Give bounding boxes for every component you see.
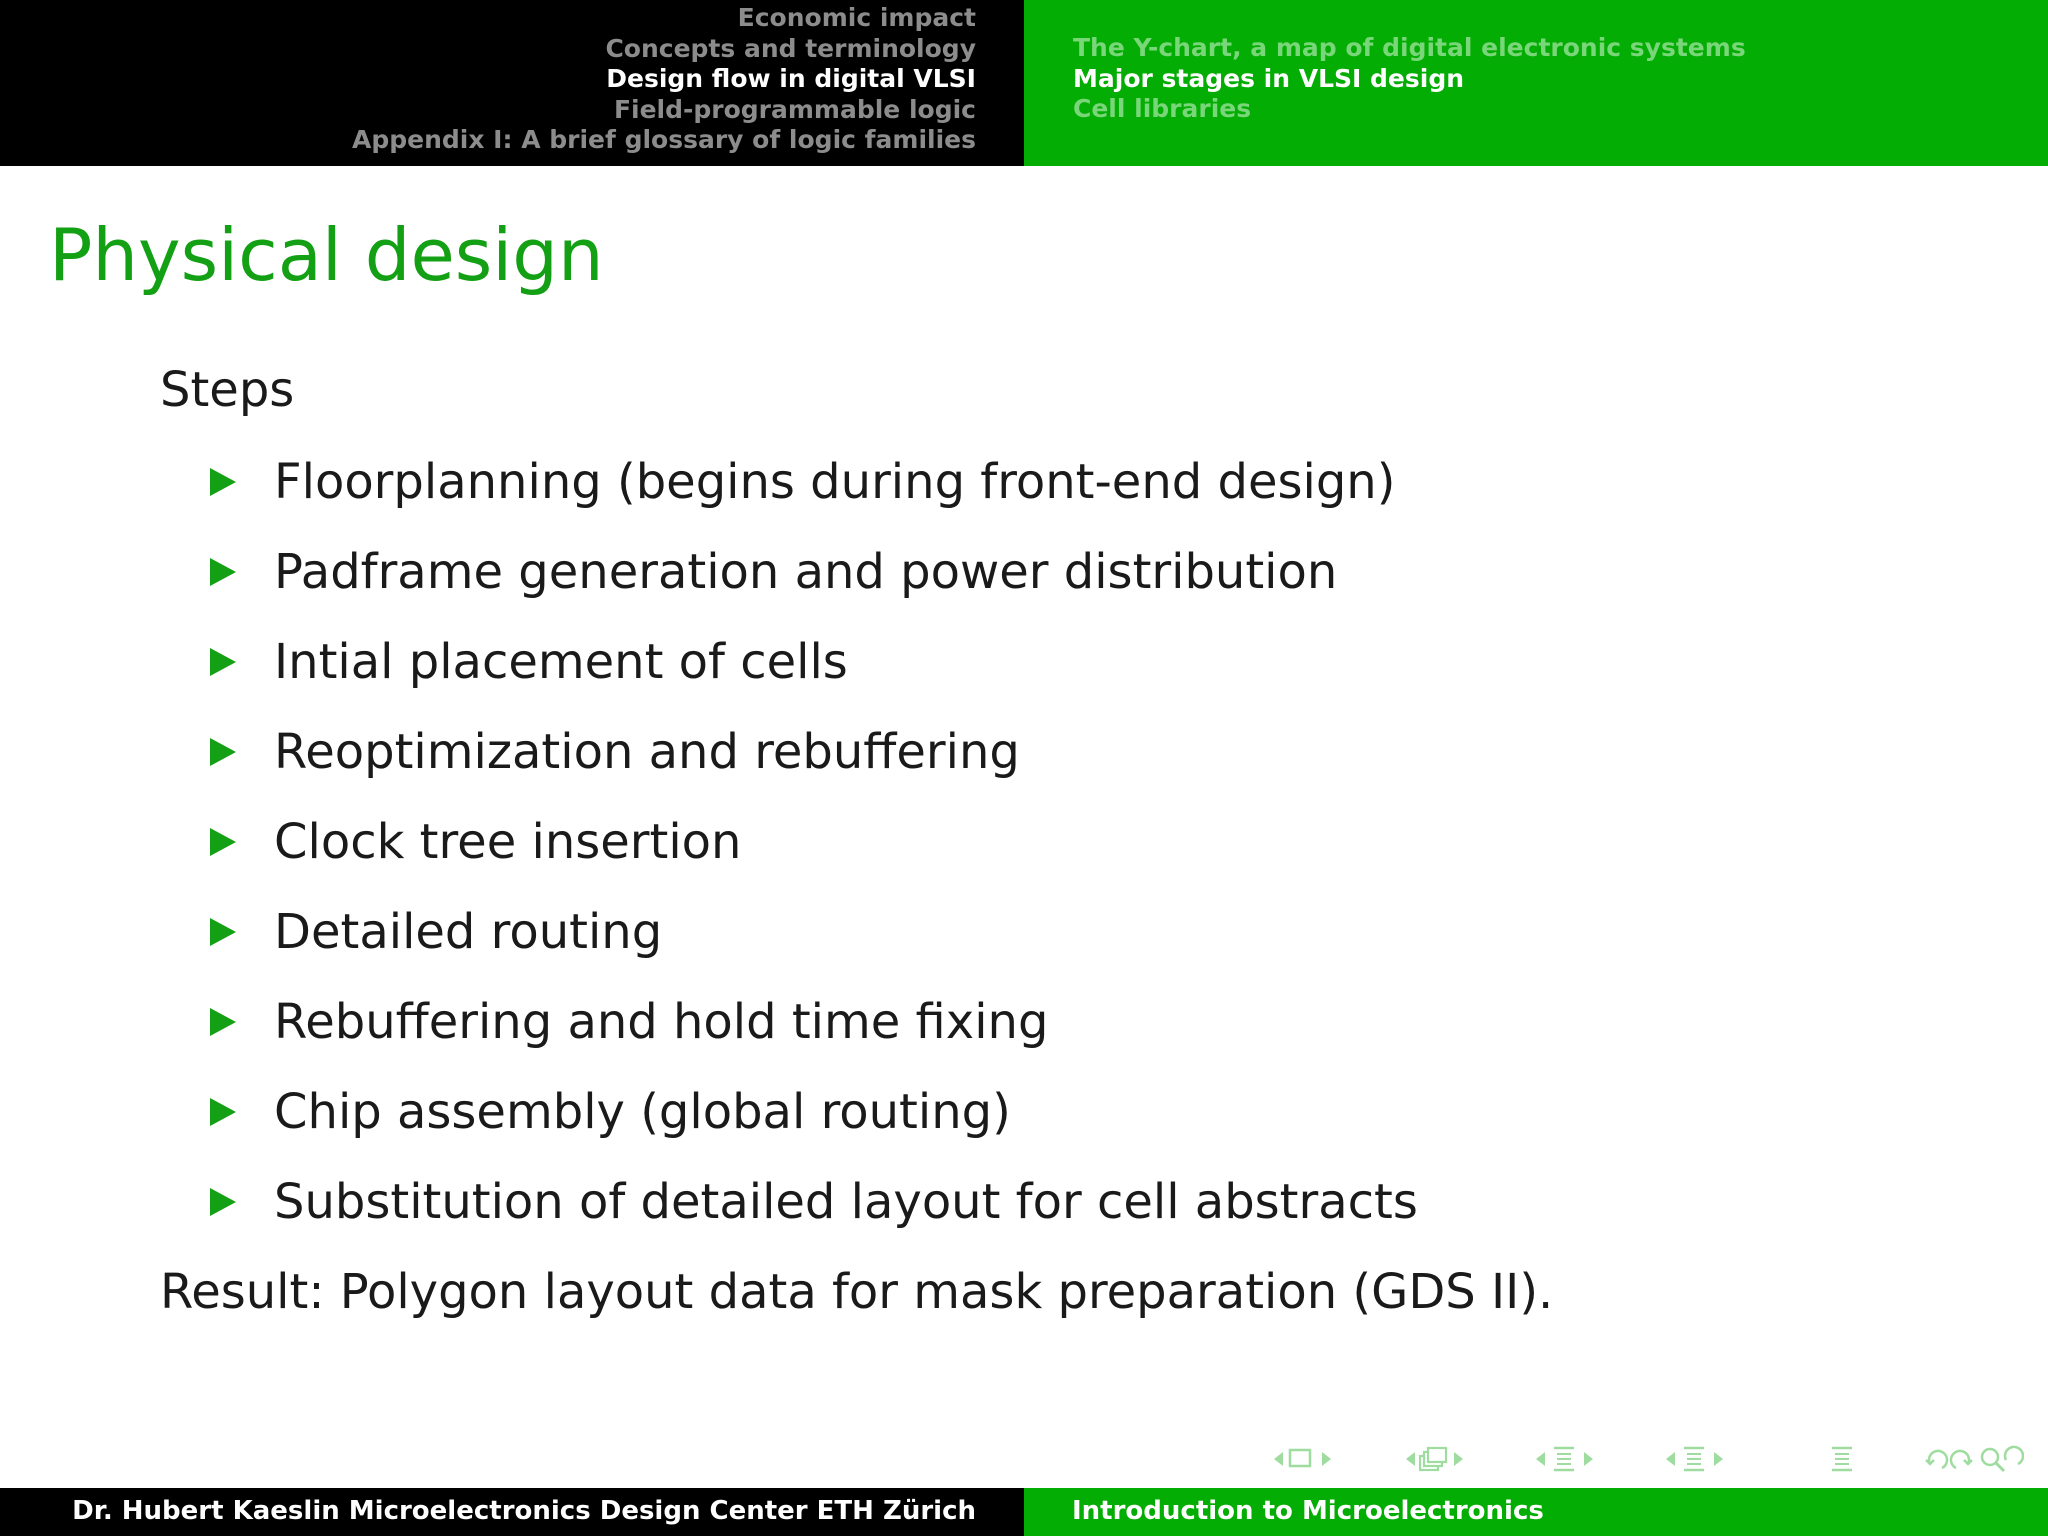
section-lines-icon <box>1544 1442 1584 1476</box>
section-navigation <box>0 0 1024 166</box>
list-item-text: Rebuffering and hold time fixing <box>274 994 1049 1050</box>
list-item-text: Substitution of detailed layout for cell abstracts <box>274 1174 1418 1230</box>
nav-forward-arrow-icon <box>1714 1452 1723 1466</box>
outline-lines-icon <box>1822 1442 1862 1476</box>
list-item-text: Intial placement of cells <box>274 634 848 690</box>
nav-section-design-flow[interactable]: Design flow in digital VLSI <box>606 64 976 93</box>
search-icon[interactable] <box>1924 1442 2024 1476</box>
stacked-frames-icon <box>1414 1442 1454 1476</box>
triangle-bullet-icon <box>210 1188 236 1216</box>
outline-icon[interactable] <box>1822 1442 1862 1476</box>
list-item-text: Padframe generation and power distribution <box>274 544 1338 600</box>
document-lines-icon <box>1674 1442 1714 1476</box>
slide-title: Physical design <box>49 213 604 297</box>
triangle-bullet-icon <box>210 828 236 856</box>
triangle-bullet-icon <box>210 468 236 496</box>
document-nav-icon[interactable] <box>1662 1442 1726 1476</box>
triangle-bullet-icon <box>210 1008 236 1036</box>
footer-author: Dr. Hubert Kaeslin Microelectronics Design Center ETH Zürich <box>72 1496 976 1526</box>
nav-forward-arrow-icon <box>1454 1452 1463 1466</box>
section-nav-icon[interactable] <box>1532 1442 1596 1476</box>
footer-title-bar <box>1024 1488 2048 1536</box>
nav-section-concepts[interactable]: Concepts and terminology <box>605 33 976 63</box>
triangle-bullet-icon <box>210 648 236 676</box>
result-text: Result: Polygon layout data for mask preparation (GDS II). <box>160 1264 1554 1320</box>
nav-subsection-cell-libraries[interactable]: Cell libraries <box>1073 94 1252 123</box>
subsection-nav-icon[interactable] <box>1402 1442 1466 1476</box>
header <box>0 0 2048 166</box>
steps-heading: Steps <box>160 362 295 418</box>
footer-title: Introduction to Microelectronics <box>1072 1496 1544 1526</box>
nav-section-fpl[interactable]: Field-programmable logic <box>613 94 976 124</box>
list-item-text: Clock tree insertion <box>274 814 742 870</box>
beamer-navigation-bar <box>1270 1442 2030 1476</box>
back-forward-search-icon <box>1924 1442 2024 1476</box>
nav-section-economic-impact[interactable]: Economic impact <box>737 3 976 32</box>
triangle-bullet-icon <box>210 1098 236 1126</box>
nav-forward-arrow-icon <box>1584 1452 1593 1466</box>
section-list <box>352 3 976 156</box>
triangle-bullet-icon <box>210 918 236 946</box>
triangle-bullet-icon <box>210 738 236 766</box>
frame-nav-icon[interactable] <box>1270 1442 1334 1476</box>
triangle-bullet-icon <box>210 558 236 586</box>
list-item-text: Chip assembly (global routing) <box>274 1084 1011 1140</box>
list-item-text: Detailed routing <box>274 904 663 960</box>
frame-icon <box>1282 1442 1322 1476</box>
list-item-text: Floorplanning (begins during front-end design) <box>274 454 1396 510</box>
subsection-list <box>1073 33 1746 125</box>
nav-forward-arrow-icon <box>1322 1452 1331 1466</box>
nav-subsection-major-stages[interactable]: Major stages in VLSI design <box>1073 63 1465 93</box>
footer-author-bar <box>0 1488 1024 1536</box>
footer <box>0 1488 2048 1536</box>
nav-section-appendix[interactable]: Appendix I: A brief glossary of logic families <box>352 125 976 154</box>
nav-subsection-y-chart[interactable]: The Y-chart, a map of digital electronic systems <box>1073 33 1746 62</box>
subsection-navigation <box>1024 0 2048 166</box>
list-item-text: Reoptimization and rebuffering <box>274 724 1020 780</box>
